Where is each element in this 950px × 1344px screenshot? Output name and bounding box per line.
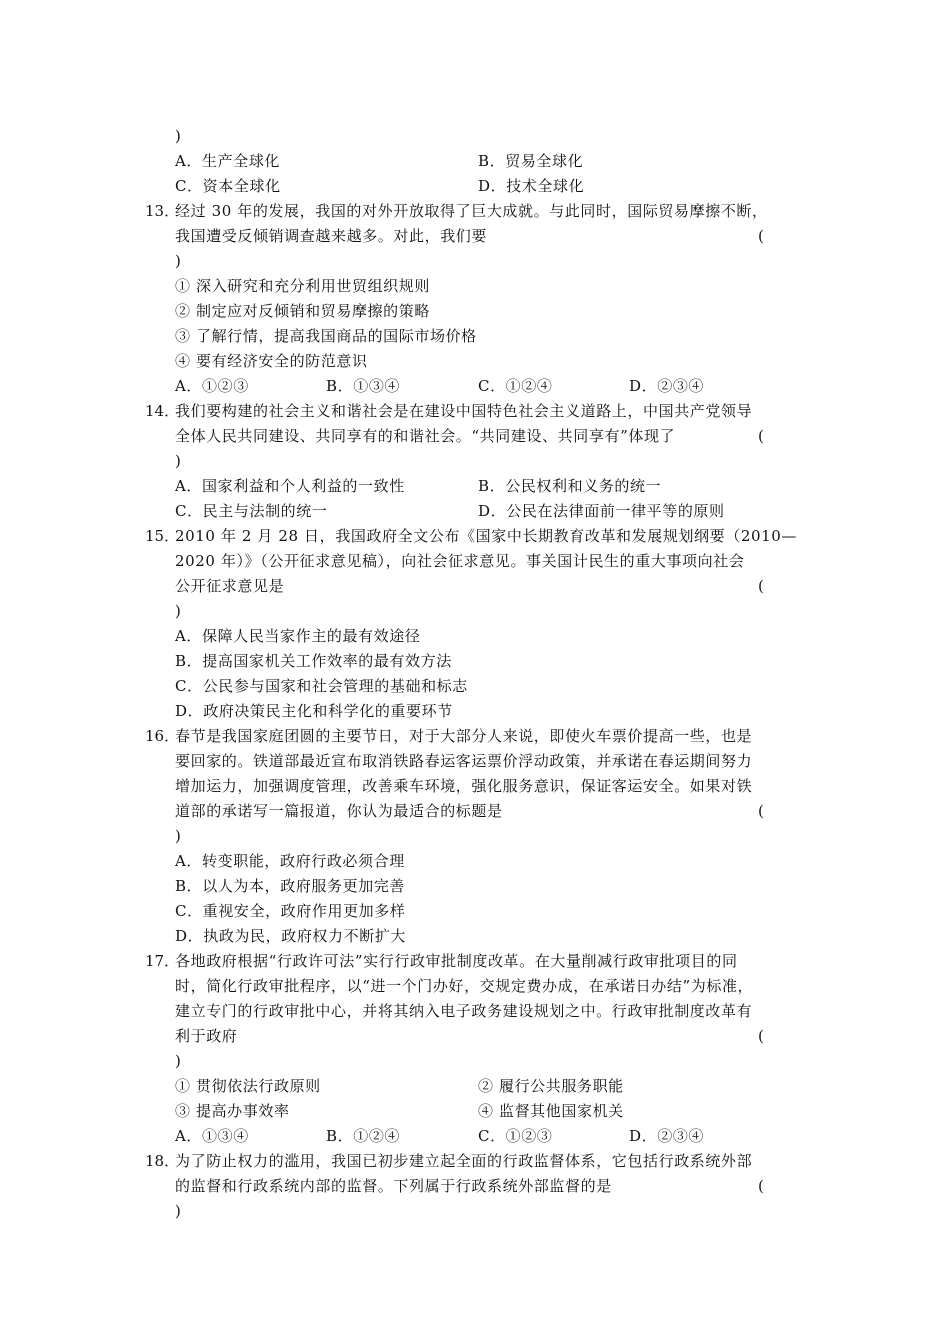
q17-option-b: B．①②④ [326,1127,401,1145]
q16-close-paren: ) [175,827,182,845]
q12-option-c: C．资本全球化 [175,177,281,195]
q16-number: 16． [145,727,180,745]
q17-stem-line: 利于政府 [175,1027,238,1045]
q17-stem-line: 时，简化行政审批程序，以“进一个门办好，交规定费办成，在承诺日办结”为标准， [175,977,754,995]
q16-option-d: D．执政为民，政府权力不断扩大 [175,927,407,945]
q16-stem-line: 道部的承诺写一篇报道，你认为最适合的标题是 [175,802,503,820]
q13-item-3: ③ 了解行情，提高我国商品的国际市场价格 [175,327,477,345]
q15-stem-line: 公开征求意见是 [175,577,285,595]
q16-option-c: C．重视安全，政府作用更加多样 [175,902,406,920]
q18-stem-line: 的监督和行政系统内部的监督。下列属于行政系统外部监督的是 [175,1177,612,1195]
q14-number: 14． [145,402,180,420]
q14-option-b: B．公民权利和义务的统一 [478,477,662,495]
q16-open-paren: ( [758,802,764,820]
q17-close-paren: ) [175,1052,182,1070]
q13-option-b: B．①③④ [326,377,401,395]
q15-stem-line: 2010 年 2 月 28 日，我国政府全文公布《国家中长期教育改革和发展规划纲要（2010— [175,527,798,545]
q13-option-a: A．①②③ [175,377,249,395]
q14-option-a: A．国家利益和个人利益的一致性 [175,477,405,495]
q17-item-2: ② 履行公共服务职能 [478,1077,624,1095]
q17-stem-line: 各地政府根据“行政许可法”实行行政审批制度改革。在大量削减行政审批项目的同 [175,952,738,970]
q15-option-b: B．提高国家机关工作效率的最有效方法 [175,652,452,670]
q16-option-b: B．以人为本，政府服务更加完善 [175,877,406,895]
q13-stem-line: 我国遭受反倾销调查越来越多。对此，我们要 [175,227,488,245]
q13-item-2: ② 制定应对反倾销和贸易摩擦的策略 [175,302,430,320]
q17-item-3: ③ 提高办事效率 [175,1102,290,1120]
q18-stem-line: 为了防止权力的滥用，我国已初步建立起全面的行政监督体系，它包括行政系统外部 [175,1152,753,1170]
q13-number: 13． [145,202,180,220]
q15-stem-line: 2020 年）》（公开征求意见稿），向社会征求意见。事关国计民生的重大事项向社会 [175,552,745,570]
q17-option-a: A．①③④ [175,1127,249,1145]
q12-option-d: D．技术全球化 [478,177,585,195]
q14-close-paren: ) [175,452,182,470]
q18-number: 18． [145,1152,180,1170]
q13-item-4: ④ 要有经济安全的防范意识 [175,352,368,370]
q17-item-4: ④ 监督其他国家机关 [478,1102,624,1120]
q13-item-1: ① 深入研究和充分利用世贸组织规则 [175,277,430,295]
q14-stem-line: 我们要构建的社会主义和谐社会是在建设中国特色社会主义道路上，中国共产党领导 [175,402,753,420]
q17-number: 17． [145,952,180,970]
q16-stem-line: 春节是我国家庭团圆的主要节日，对于大部分人来说，即使火车票价提高一些，也是 [175,727,753,745]
q15-option-a: A．保障人民当家作主的最有效途径 [175,627,421,645]
q17-stem-line: 建立专门的行政审批中心，并将其纳入电子政务建设规划之中。行政审批制度改革有 [175,1002,753,1020]
q17-open-paren: ( [758,1027,764,1045]
q14-open-paren: ( [758,427,764,445]
q12-close-paren: ) [175,127,182,145]
q15-option-c: C．公民参与国家和社会管理的基础和标志 [175,677,468,695]
q15-close-paren: ) [175,602,182,620]
q13-stem-line: 经过 30 年的发展，我国的对外开放取得了巨大成就。与此同时，国际贸易摩擦不断， [175,202,768,220]
q12-option-a: A．生产全球化 [175,152,281,170]
q16-stem-line: 要回家的。铁道部最近宣布取消铁路春运客运票价浮动政策，并承诺在春运期间努力 [175,752,753,770]
q16-option-a: A．转变职能，政府行政必须合理 [175,852,405,870]
q12-option-b: B．贸易全球化 [478,152,584,170]
q17-option-c: C．①②③ [478,1127,553,1145]
q13-open-paren: ( [758,227,764,245]
q18-open-paren: ( [758,1177,764,1195]
q15-number: 15． [145,527,180,545]
q13-option-c: C．①②④ [478,377,553,395]
q14-option-c: C．民主与法制的统一 [175,502,328,520]
q13-option-d: D．②③④ [629,377,705,395]
q14-stem-line: 全体人民共同建设、共同享有的和谐社会。“共同建设、共同享有”体现了 [175,427,676,445]
q17-option-d: D．②③④ [629,1127,705,1145]
q13-close-paren: ) [175,252,182,270]
q15-option-d: D．政府决策民主化和科学化的重要环节 [175,702,453,720]
q14-option-d: D．公民在法律面前一律平等的原则 [478,502,725,520]
q16-stem-line: 增加运力，加强调度管理，改善乘车环境，强化服务意识，保证客运安全。如果对铁 [175,777,753,795]
q17-item-1: ① 贯彻依法行政原则 [175,1077,321,1095]
q15-open-paren: ( [758,577,764,595]
q18-close-paren: ) [175,1202,182,1220]
